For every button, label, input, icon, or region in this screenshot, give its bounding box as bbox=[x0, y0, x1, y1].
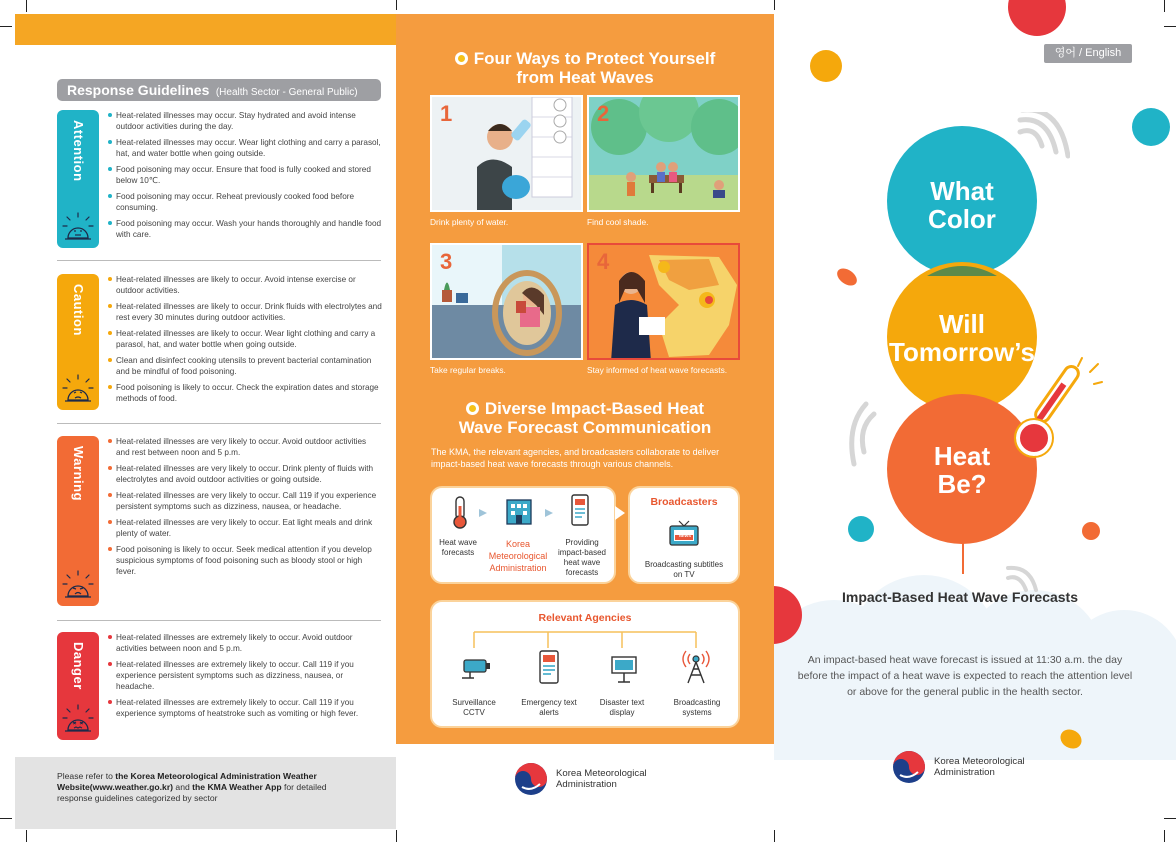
level-label: Warning bbox=[71, 446, 86, 502]
way-card-regular-breaks bbox=[430, 243, 583, 360]
kma-logo-text: Korea Meteorological Administration bbox=[934, 755, 1025, 778]
kma-emblem-icon bbox=[514, 762, 548, 796]
bullet-dot-icon bbox=[455, 52, 468, 65]
decor-circle bbox=[848, 516, 874, 542]
crop-mark bbox=[0, 818, 12, 819]
way-caption: Take regular breaks. bbox=[430, 365, 506, 375]
guideline-item: Heat-related illnesses may occur. Stay hydrated and avoid intense outdoor activities during the day. bbox=[108, 110, 382, 132]
way-caption: Stay informed of heat wave forecasts. bbox=[587, 365, 728, 375]
section1-title-line: from Heat Waves bbox=[516, 68, 654, 87]
arrow-right-icon bbox=[544, 508, 554, 518]
flow-step-forecasts: Heat wave forecasts bbox=[439, 538, 477, 557]
tv-news-text: NEWS bbox=[679, 533, 691, 538]
thermometer-icon bbox=[450, 496, 470, 530]
broadcast-tower-icon bbox=[680, 650, 712, 684]
kma-logo bbox=[892, 750, 1044, 784]
broadcasters-box bbox=[628, 486, 740, 584]
guideline-item: Heat-related illnesses are very likely to occur. Eat light meals and drink plenty of water. bbox=[108, 517, 382, 539]
agency-broadcasting-systems-label: Broadcasting systems bbox=[673, 698, 721, 717]
rest-illustration bbox=[432, 245, 583, 360]
section1-title bbox=[416, 49, 754, 87]
agency-text-alerts-label: Emergency text alerts bbox=[521, 698, 577, 717]
way-number: 3 bbox=[440, 249, 453, 274]
agencies-title: Relevant Agencies bbox=[538, 612, 632, 624]
level-face-icon bbox=[62, 570, 94, 600]
level-label: Danger bbox=[71, 642, 86, 690]
guideline-item: Heat-related illnesses are very likely to occur. Avoid outdoor activities and rest between noon and 5 p.m. bbox=[108, 436, 382, 458]
section2-title-line: Diverse Impact-Based Heat bbox=[484, 399, 705, 418]
level-tab bbox=[57, 274, 99, 410]
disaster-display-icon bbox=[609, 654, 639, 684]
cctv-icon bbox=[458, 656, 492, 680]
level-caution bbox=[57, 274, 381, 414]
decor-circle bbox=[1008, 0, 1066, 36]
section2-intro: The KMA, the relevant agencies, and broadcasters collaborate to deliver impact-based heat wave forecasts through various channels. bbox=[431, 447, 720, 469]
circle3-text: Heat Be? bbox=[933, 441, 991, 499]
guideline-item: Heat-related illnesses are extremely likely to occur. Call 119 if you experience persistent symptoms such as dizziness, nausea, or headache. bbox=[108, 659, 382, 692]
caution-list bbox=[108, 274, 382, 409]
sound-wave-icon bbox=[844, 400, 884, 470]
guideline-item: Heat-related illnesses are very likely to occur. Drink plenty of fluids with electrolytes and avoid outdoor activities or going outside. bbox=[108, 463, 382, 485]
agency-cctv-label: Surveillance CCTV bbox=[452, 698, 496, 717]
warning-list bbox=[108, 436, 382, 582]
footer-text: and bbox=[173, 782, 193, 792]
way-number: 1 bbox=[440, 101, 453, 126]
decor-circle bbox=[1082, 522, 1100, 540]
crop-mark bbox=[0, 26, 12, 27]
footer-text: for detailed response guidelines categorized by sector bbox=[57, 782, 327, 803]
way-card-find-shade bbox=[587, 95, 740, 212]
circle2-text: Will Tomorrow’s bbox=[889, 309, 1035, 367]
bullet-dot-icon bbox=[466, 402, 479, 415]
divider bbox=[57, 260, 381, 261]
guideline-item: Food poisoning is likely to occur. Check the expiration dates and storage methods of food. bbox=[108, 382, 382, 404]
pointer-arrow-icon bbox=[615, 506, 625, 520]
level-face-icon bbox=[62, 704, 94, 734]
divider bbox=[57, 620, 381, 621]
guideline-item: Food poisoning may occur. Wash your hands thoroughly and handle food with care. bbox=[108, 218, 382, 240]
level-tab bbox=[57, 632, 99, 740]
section2-title bbox=[416, 399, 754, 437]
way-card-stay-informed bbox=[587, 243, 740, 360]
crop-mark bbox=[396, 830, 397, 842]
footer-website-link[interactable]: the Korea Meteorological Administration Weather Website(www.weather.go.kr) bbox=[57, 771, 317, 792]
guideline-item: Heat-related illnesses are likely to occur. Avoid intense exercise or outdoor activities. bbox=[108, 274, 382, 296]
footer-text: Please refer to bbox=[57, 771, 116, 781]
level-label: Attention bbox=[71, 120, 86, 182]
cover-description: An impact-based heat wave forecast is issued at 11:30 a.m. the day before the impact of a heat wave is expected to reach the attention level or above for the general public in the health sector. bbox=[797, 654, 1133, 698]
arrow-right-icon bbox=[478, 508, 488, 518]
guideline-item: Food poisoning is likely to occur. Seek medical attention if you develop suspicious symptoms of food poisoning such as bloody stool or high fever. bbox=[108, 544, 382, 577]
flow-step-kma: Korea Meteorological Administration bbox=[488, 539, 548, 573]
section2-title-line: Wave Forecast Communication bbox=[458, 418, 712, 437]
guideline-item: Heat-related illnesses may occur. Wear light clothing and carry a parasol, hat, and water bottle when going outside. bbox=[108, 137, 382, 159]
circle-overlap bbox=[887, 262, 1037, 276]
guidelines-subtitle: (Health Sector - General Public) bbox=[215, 87, 358, 98]
decor-circle bbox=[810, 50, 842, 82]
agencies-connector-lines bbox=[432, 626, 738, 650]
level-danger bbox=[57, 632, 381, 742]
decor-circle bbox=[1132, 108, 1170, 146]
way-number: 4 bbox=[597, 249, 610, 274]
cover-panel bbox=[774, 0, 1176, 842]
forecast-illustration bbox=[589, 245, 740, 360]
relevant-agencies-box bbox=[430, 600, 740, 728]
emergency-alert-phone-icon bbox=[538, 650, 560, 684]
level-tab bbox=[57, 436, 99, 606]
level-attention bbox=[57, 110, 381, 250]
level-warning bbox=[57, 436, 381, 608]
kma-emblem-icon bbox=[892, 750, 926, 784]
guideline-item: Food poisoning may occur. Reheat previously cooked food before consuming. bbox=[108, 191, 382, 213]
broadcasters-title: Broadcasters bbox=[650, 496, 718, 508]
level-face-icon bbox=[62, 212, 94, 242]
way-caption: Find cool shade. bbox=[587, 217, 649, 227]
guidelines-footer bbox=[15, 757, 396, 829]
thermometer-icon bbox=[1010, 352, 1106, 462]
guideline-item: Clean and disinfect cooking utensils to prevent bacterial contamination and be mindful of food poisoning. bbox=[108, 355, 382, 377]
way-number: 2 bbox=[597, 101, 610, 126]
guideline-item: Heat-related illnesses are extremely likely to occur. Avoid outdoor activities between noon and 5 p.m. bbox=[108, 632, 382, 654]
kma-flow-box bbox=[430, 486, 616, 584]
top-color-bar bbox=[15, 14, 396, 45]
level-label: Caution bbox=[71, 284, 86, 336]
guidelines-title-pill bbox=[57, 79, 381, 101]
guideline-item: Food poisoning may occur. Ensure that food is fully cooked and stored below 10℃. bbox=[108, 164, 382, 186]
shade-illustration bbox=[589, 97, 740, 212]
attention-list bbox=[108, 110, 382, 245]
kma-logo bbox=[514, 762, 666, 796]
guideline-item: Heat-related illnesses are extremely likely to occur. Call 119 if you experience symptoms of heatstroke such as vomiting or high fever. bbox=[108, 697, 382, 719]
drink-water-illustration bbox=[432, 97, 583, 212]
divider bbox=[57, 423, 381, 424]
agency-disaster-display-label: Disaster text display bbox=[599, 698, 645, 717]
way-card-drink-water bbox=[430, 95, 583, 212]
crop-mark bbox=[396, 0, 397, 10]
danger-list bbox=[108, 632, 382, 724]
flow-step-providing: Providing impact-based heat wave forecasts bbox=[557, 538, 607, 577]
building-icon bbox=[504, 498, 534, 526]
guideline-item: Heat-related illnesses are likely to occur. Drink fluids with electrolytes and rest every 30 minutes during outdoor activities. bbox=[108, 301, 382, 323]
section1-title-line: Four Ways to Protect Yourself bbox=[473, 49, 716, 68]
protection-panel bbox=[396, 14, 774, 744]
response-guidelines-panel bbox=[15, 0, 396, 842]
guidelines-title: Response Guidelines bbox=[67, 82, 210, 98]
broadcasting-subtitles-label: Broadcasting subtitles on TV bbox=[644, 560, 724, 579]
footer-app-name: the KMA Weather App bbox=[192, 782, 282, 792]
way-caption: Drink plenty of water. bbox=[430, 217, 509, 227]
circle1-text: What Color bbox=[928, 176, 996, 234]
decor-circle bbox=[834, 265, 860, 289]
phone-icon bbox=[570, 494, 590, 526]
cover-title: Impact-Based Heat Wave Forecasts bbox=[841, 589, 1079, 605]
level-tab bbox=[57, 110, 99, 248]
level-face-icon bbox=[62, 374, 94, 404]
kma-logo-text: Korea Meteorological Administration bbox=[556, 767, 647, 790]
guideline-item: Heat-related illnesses are very likely to occur. Call 119 if you experience persistent symptoms such as dizziness, nausea, or headache. bbox=[108, 490, 382, 512]
guideline-item: Heat-related illnesses are likely to occur. Wear light clothing and carry a parasol, hat, and water bottle when going outside. bbox=[108, 328, 382, 350]
language-badge: 영어 / English bbox=[1044, 44, 1132, 63]
